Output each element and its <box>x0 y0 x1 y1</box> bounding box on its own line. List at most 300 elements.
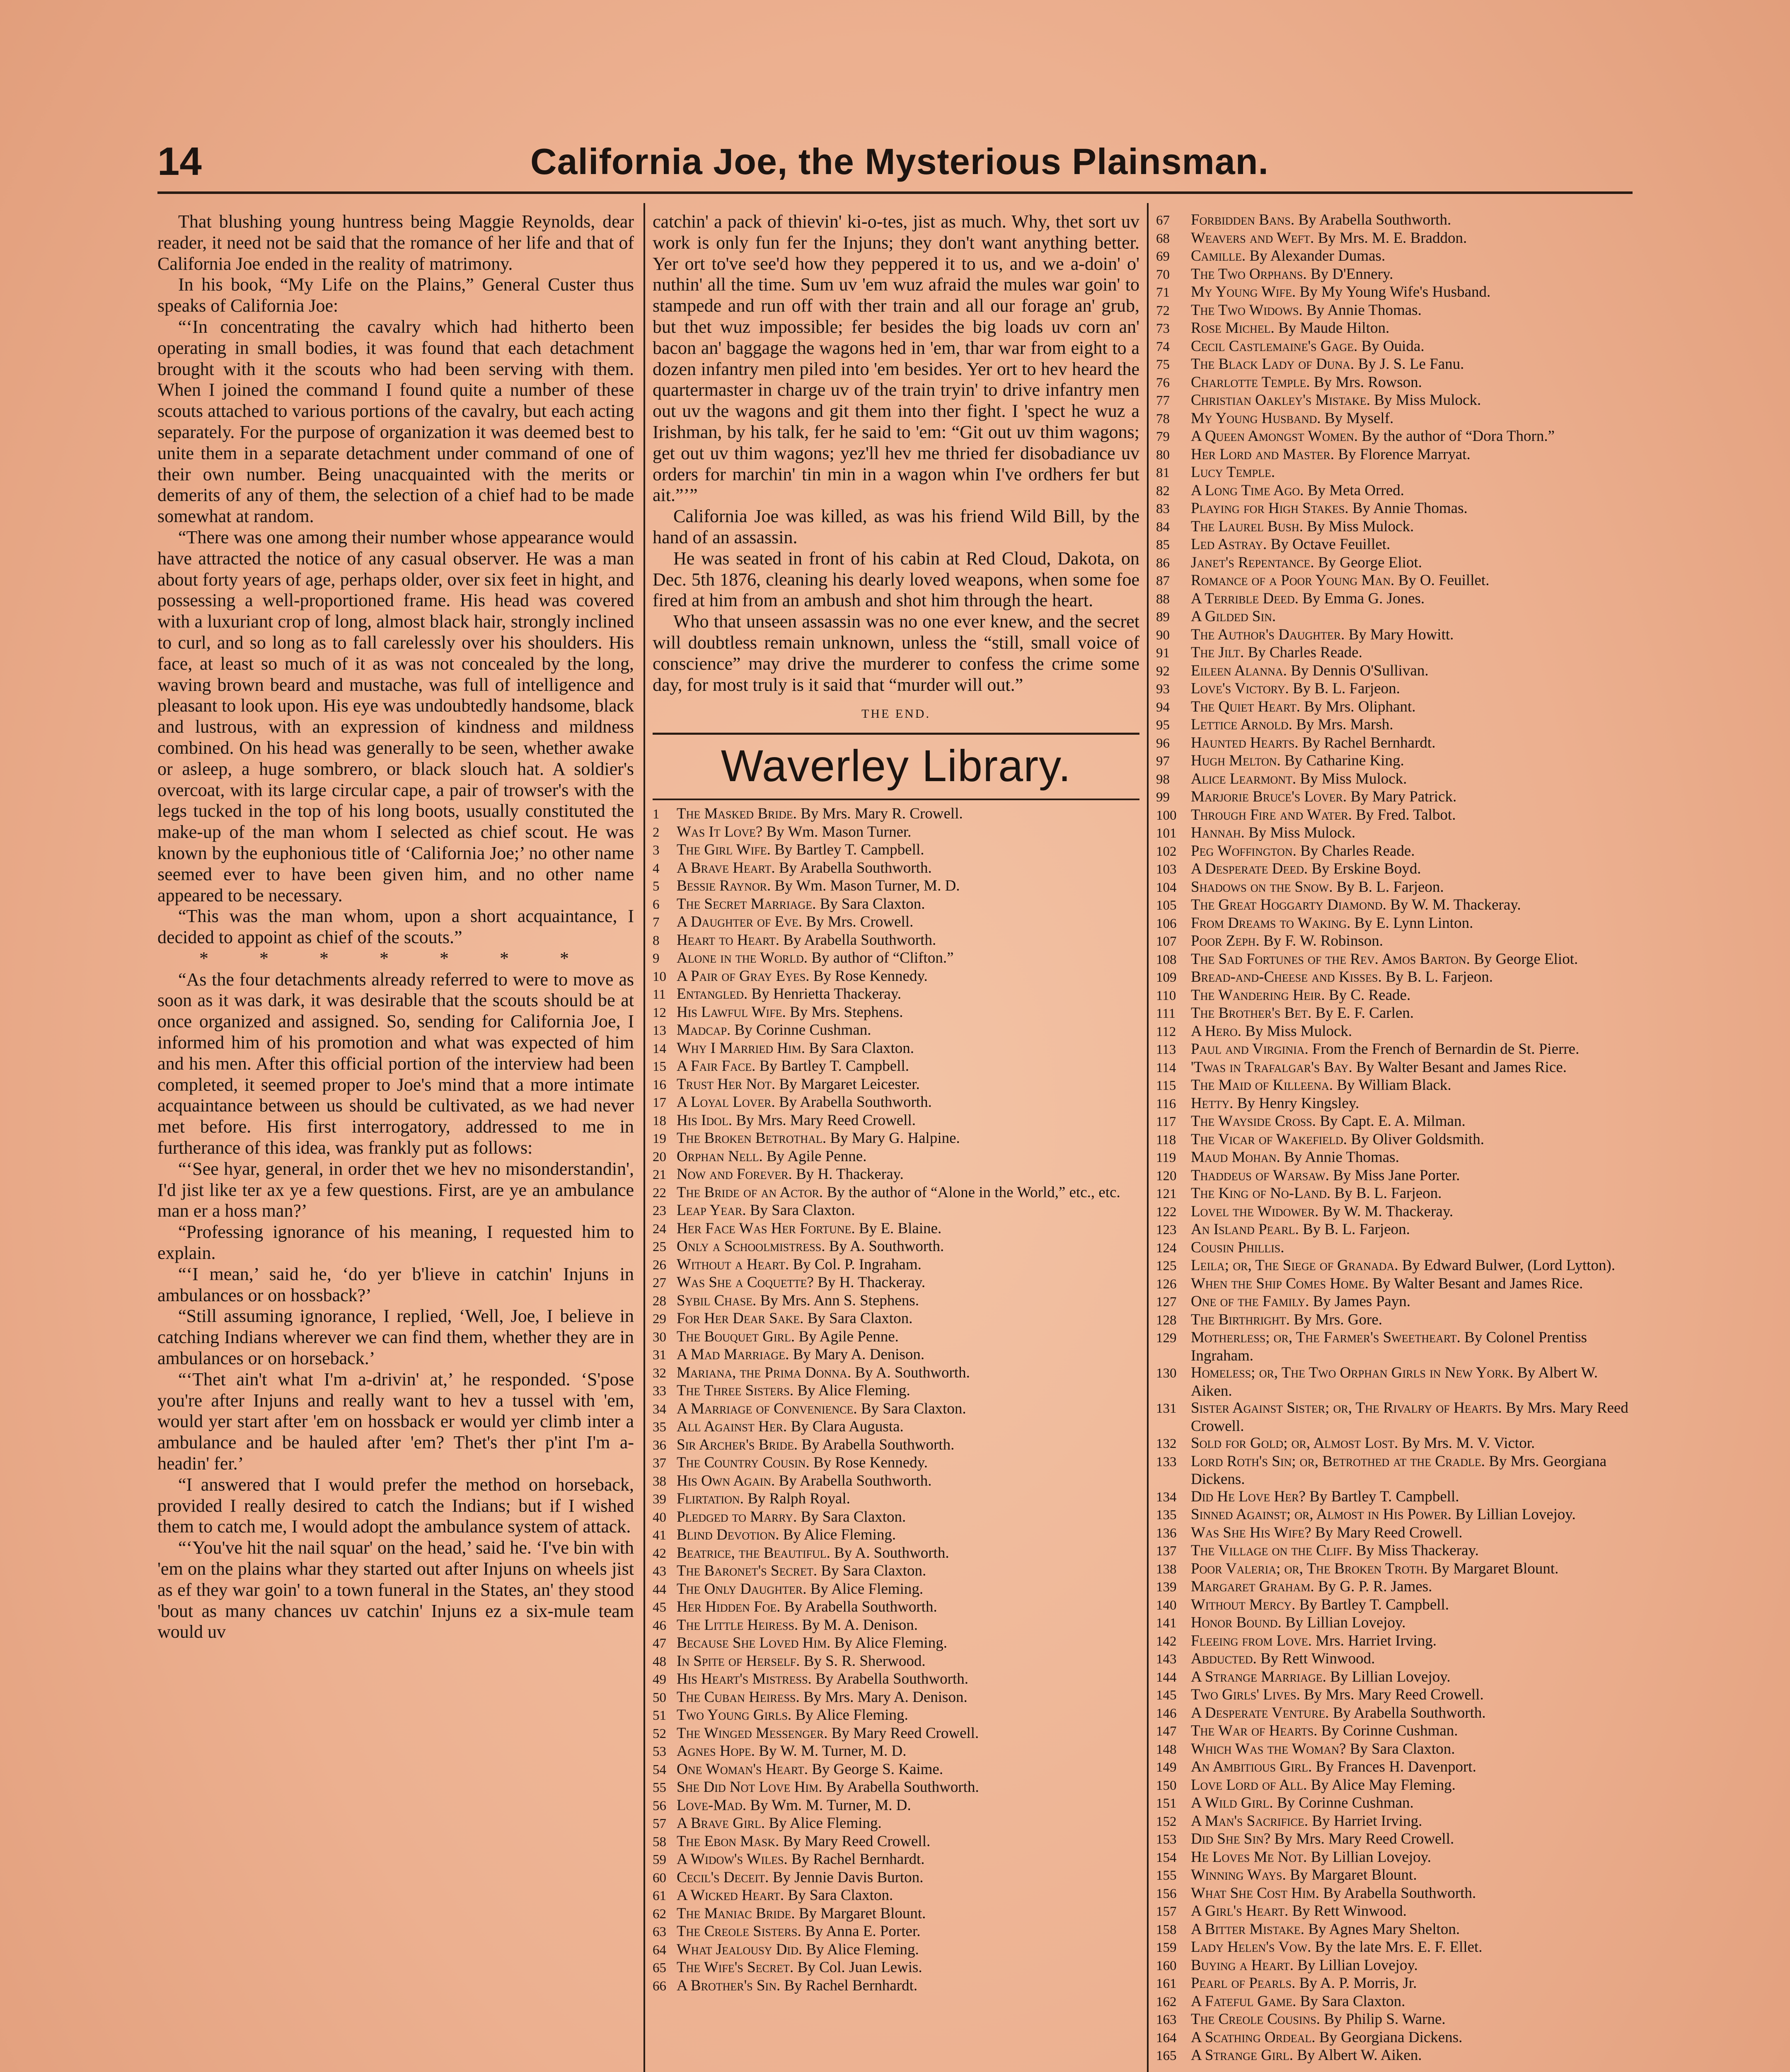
book-number: 46 <box>653 1618 666 1633</box>
book-title: The Creole Cousins. <box>1191 2011 1321 2028</box>
book-title: The Secret Marriage. <box>677 895 816 913</box>
book-title: The Great Hoggarty Diamond. <box>1191 896 1386 913</box>
book-entry <box>1156 500 1637 518</box>
book-entry <box>1156 1005 1637 1023</box>
book-number: 86 <box>1156 555 1170 571</box>
book-author: By B. L. Farjeon. <box>1292 680 1400 697</box>
book-number: 16 <box>653 1077 666 1092</box>
book-author: By Lillian Lovejoy. <box>1330 1668 1451 1685</box>
book-author: By Lillian Lovejoy. <box>1311 1848 1431 1866</box>
book-number: 76 <box>1156 375 1170 390</box>
book-author: By Wm. Mason Turner, M. D. <box>774 877 960 895</box>
book-title: Without Mercy. <box>1191 1596 1296 1613</box>
book-entry <box>653 1779 1139 1797</box>
book-author: By Mrs. Mary A. Denison. <box>803 1688 968 1706</box>
book-entry <box>653 1310 1139 1328</box>
book-entry <box>1156 1975 1637 1993</box>
book-number: 57 <box>653 1816 666 1832</box>
book-author: By Lillian Lovejoy. <box>1455 1506 1576 1523</box>
book-number: 74 <box>1156 339 1170 354</box>
book-title: A Desperate Deed. <box>1191 860 1308 877</box>
book-author: By Albert W. Aiken. <box>1297 2047 1422 2064</box>
book-title: The Vicar of Wakefield. <box>1191 1130 1347 1148</box>
book-number: 103 <box>1156 862 1177 877</box>
book-number: 140 <box>1156 1598 1177 1613</box>
book-number: 30 <box>653 1329 666 1345</box>
book-entry <box>653 1490 1139 1508</box>
book-number: 148 <box>1156 1742 1177 1757</box>
book-author: By Arabella Southworth. <box>779 1472 932 1489</box>
book-entry <box>1156 770 1637 789</box>
book-entry <box>1156 626 1637 644</box>
book-title: Because She Loved Him. <box>677 1634 831 1652</box>
book-title: Two Young Girls. <box>677 1706 792 1724</box>
the-end: THE END. <box>861 707 931 721</box>
book-author: By Miss Mulock. <box>1307 518 1414 535</box>
book-title: A Daughter of Eve. <box>677 913 803 931</box>
book-author: By Meta Orred. <box>1307 482 1404 499</box>
book-number: 41 <box>653 1528 666 1543</box>
book-entry <box>1156 1885 1637 1903</box>
book-title: Only a Schoolmistress. <box>677 1238 825 1255</box>
book-title: A Bitter Mistake. <box>1191 1920 1305 1938</box>
book-author: By author of “Clifton.” <box>811 949 954 967</box>
book-number: 42 <box>653 1546 666 1561</box>
book-author: By A. P. Morris, Jr. <box>1299 1975 1417 1992</box>
book-title: Did She Sin? <box>1191 1830 1271 1847</box>
book-number: 4 <box>653 861 660 876</box>
book-entry <box>653 1382 1139 1400</box>
book-title: An Ambitious Girl. <box>1191 1758 1312 1775</box>
book-author: By Miss Jane Porter. <box>1333 1167 1460 1184</box>
book-author: By Catharine King. <box>1284 752 1404 769</box>
book-title: Sinned Against; or, Almost in His Power. <box>1191 1506 1452 1523</box>
book-title: Poor Valeria; or, The Broken Troth. <box>1191 1560 1428 1577</box>
book-author: By Corinne Cushman. <box>1277 1794 1414 1811</box>
book-number: 85 <box>1156 537 1170 552</box>
book-number: 130 <box>1156 1366 1177 1381</box>
book-author: From the French of Bernardin de St. Pierre. <box>1312 1041 1580 1058</box>
book-author: By Alice Fleming. <box>810 1580 924 1598</box>
book-entry <box>1156 482 1637 500</box>
book-author: By Sara Claxton. <box>807 1310 913 1327</box>
book-entry <box>653 1292 1139 1310</box>
book-entry <box>653 1400 1139 1418</box>
book-title: The Wife's Secret. <box>677 1959 794 1976</box>
book-entry <box>653 1238 1139 1256</box>
book-number: 96 <box>1156 736 1170 751</box>
book-author: By Rett Winwood. <box>1292 1903 1407 1920</box>
book-entry <box>1156 211 1637 230</box>
book-number: 89 <box>1156 610 1170 625</box>
book-number: 50 <box>653 1690 666 1705</box>
book-entry <box>653 841 1139 859</box>
book-number: 144 <box>1156 1670 1177 1685</box>
book-entry <box>653 805 1139 823</box>
book-number: 87 <box>1156 574 1170 588</box>
book-entry <box>1156 1041 1637 1059</box>
book-number: 83 <box>1156 501 1170 516</box>
book-title: Was She a Coquette? <box>677 1274 814 1291</box>
book-author: By Sara Claxton. <box>821 1562 926 1580</box>
book-entry <box>1156 1866 1637 1885</box>
book-title: Thaddeus of Warsaw. <box>1191 1167 1329 1184</box>
book-author: By Colonel Prentiss Ingraham. <box>1191 1329 1587 1364</box>
book-entry <box>1156 1632 1637 1651</box>
book-title: The War of Hearts. <box>1191 1722 1318 1739</box>
book-number: 95 <box>1156 718 1170 733</box>
book-entry <box>653 1598 1139 1617</box>
book-author: By Bartley T. Campbell. <box>1309 1488 1459 1505</box>
book-number: 124 <box>1156 1240 1177 1256</box>
book-entry <box>1156 1650 1637 1668</box>
book-entry <box>1156 951 1637 969</box>
book-title: What She Cost Him. <box>1191 1884 1320 1902</box>
book-entry <box>1156 1830 1637 1849</box>
book-number: 111 <box>1156 1006 1176 1021</box>
new-issue-note <box>1156 2071 1637 2072</box>
book-author: By Annie Thomas. <box>1284 1149 1399 1166</box>
book-number: 118 <box>1156 1132 1176 1147</box>
book-author: By G. P. R. James. <box>1318 1578 1432 1595</box>
book-title: The Ebon Mask. <box>677 1832 779 1850</box>
book-author: By B. L. Farjeon. <box>1385 968 1493 985</box>
book-title: Without a Heart. <box>677 1256 789 1273</box>
book-author: By Mrs. Oliphant. <box>1304 698 1416 715</box>
story-column-left <box>157 211 634 1643</box>
book-title: Maud Mohan. <box>1191 1149 1280 1166</box>
book-number: 19 <box>653 1131 666 1147</box>
book-number: 40 <box>653 1510 666 1525</box>
book-title: The Winged Messenger. <box>677 1724 828 1742</box>
book-author: By Col. Juan Lewis. <box>797 1959 922 1976</box>
book-entry <box>1156 356 1637 374</box>
book-number: 137 <box>1156 1544 1177 1559</box>
book-author: By the late Mrs. E. F. Ellet. <box>1315 1939 1483 1956</box>
book-author: By H. Thackeray. <box>796 1166 904 1183</box>
book-title: My Young Wife. <box>1191 283 1296 300</box>
book-number: 145 <box>1156 1688 1177 1703</box>
book-number: 6 <box>653 897 660 912</box>
book-entry <box>653 913 1139 932</box>
header-rule <box>157 191 1633 194</box>
book-title: The Masked Bride. <box>677 805 797 823</box>
book-entry <box>653 859 1139 878</box>
book-number: 17 <box>653 1095 666 1111</box>
book-number: 128 <box>1156 1312 1177 1328</box>
book-number: 134 <box>1156 1489 1177 1505</box>
book-author: By Rose Kennedy. <box>813 967 928 985</box>
book-entry <box>653 1617 1139 1635</box>
book-number: 112 <box>1156 1024 1176 1039</box>
book-number: 143 <box>1156 1652 1177 1667</box>
book-author: By Miss Thackeray. <box>1356 1542 1479 1559</box>
book-author: By Mrs. Stephens. <box>790 1003 903 1021</box>
book-author: By Bartley T. Campbell. <box>774 841 924 859</box>
book-author: By George Eliot. <box>1474 950 1578 968</box>
book-author: By George S. Kaime. <box>812 1760 943 1778</box>
book-entry <box>1156 1560 1637 1578</box>
book-number: 105 <box>1156 898 1177 913</box>
book-author: By Margaret Blount. <box>1289 1866 1417 1883</box>
book-author: By Arabella Southworth. <box>815 1670 968 1688</box>
book-number: 117 <box>1156 1114 1176 1129</box>
book-title: Alone in the World. <box>677 949 808 967</box>
book-author: By Maude Hilton. <box>1278 320 1390 336</box>
book-number: 9 <box>653 951 660 966</box>
book-number: 84 <box>1156 519 1170 535</box>
book-author: By Edward Bulwer, (Lord Lytton). <box>1402 1257 1616 1274</box>
book-entry <box>1156 1578 1637 1596</box>
book-author: By Harriet Irving. <box>1312 1812 1422 1830</box>
book-number: 132 <box>1156 1436 1177 1451</box>
book-entry <box>653 1256 1139 1274</box>
book-author: By Mrs. Rowson. <box>1313 373 1422 391</box>
book-entry <box>653 1869 1139 1887</box>
book-number: 33 <box>653 1384 666 1399</box>
book-title: The Birthright. <box>1191 1311 1290 1328</box>
book-entry <box>653 1905 1139 1923</box>
book-entry <box>1156 1311 1637 1329</box>
book-entry <box>1156 464 1637 482</box>
story-paragraph: “‘In concentrating the cavalry which had hitherto been operating in small bodies, it was found that each detachment brought with it the scouts who had been serving with them. When I joined the command I found quite a number of these scouts attached to various portions of the cavalry, but each acting separately. For the purpose of organization it was deemed best to unite them in a separate detachment under command of one of their own number. Being unacquainted with the merits or demerits of any of them, the selection of a chief had to be made somewhat at random. <box>157 316 634 527</box>
book-number: 51 <box>653 1708 666 1723</box>
book-title: My Young Husband. <box>1191 409 1321 427</box>
book-author: By Agile Penne. <box>798 1328 899 1345</box>
book-entry <box>653 1076 1139 1094</box>
book-entry <box>653 1725 1139 1743</box>
book-entry <box>653 1670 1139 1689</box>
book-entry <box>1156 1704 1637 1723</box>
book-title: The Black Lady of Duna. <box>1191 356 1355 373</box>
book-title: Did He Love Her? <box>1191 1488 1306 1505</box>
book-number: 14 <box>653 1041 666 1056</box>
story-column-middle <box>653 211 1139 1995</box>
library-title: Waverley Library. <box>721 741 1072 791</box>
book-title: All Against Her. <box>677 1418 787 1435</box>
book-author: By Mrs. Mary Reed Crowell. <box>1304 1686 1484 1703</box>
book-number: 37 <box>653 1456 666 1471</box>
book-number: 159 <box>1156 1940 1177 1955</box>
book-author: By Wm. Mason Turner. <box>766 823 912 840</box>
book-number: 36 <box>653 1438 666 1453</box>
book-title: The Maid of Killeena. <box>1191 1077 1333 1094</box>
book-entry <box>1156 1686 1637 1704</box>
book-title: Through Fire and Water. <box>1191 806 1352 823</box>
book-title: A Loyal Lover. <box>677 1094 775 1111</box>
book-entry <box>653 1328 1139 1346</box>
book-entry <box>653 1797 1139 1815</box>
book-number: 106 <box>1156 916 1177 931</box>
book-title: Mariana, the Prima Donna. <box>677 1364 851 1381</box>
book-author: By Margaret Blount. <box>1431 1560 1559 1577</box>
book-title: Motherless; or, The Farmer's Sweetheart. <box>1191 1329 1461 1346</box>
book-title: A Pair of Gray Eyes. <box>677 967 810 985</box>
book-entry <box>653 1977 1139 1995</box>
book-entry <box>1156 247 1637 266</box>
book-title: An Island Pearl. <box>1191 1221 1299 1238</box>
book-number: 152 <box>1156 1814 1177 1829</box>
book-number: 66 <box>653 1978 666 1994</box>
book-title: For Her Dear Sake. <box>677 1310 804 1327</box>
book-title: Flirtation. <box>677 1490 744 1508</box>
book-entry <box>1156 806 1637 825</box>
book-entry <box>1156 1813 1637 1831</box>
book-number: 107 <box>1156 934 1177 949</box>
book-title: The Baronet's Secret. <box>677 1562 818 1580</box>
book-number: 65 <box>653 1961 666 1976</box>
book-number: 39 <box>653 1492 666 1507</box>
book-author: By Alexander Dumas. <box>1249 247 1386 264</box>
book-title: Winning Ways. <box>1191 1866 1286 1883</box>
book-entry <box>1156 1722 1637 1740</box>
book-number: 24 <box>653 1221 666 1237</box>
book-author: By Mrs. Crowell. <box>806 913 914 931</box>
book-entry <box>653 1202 1139 1220</box>
book-author: By Jennie Davis Burton. <box>772 1869 924 1886</box>
book-author: By M. A. Denison. <box>802 1616 918 1634</box>
book-title: Love-Mad. <box>677 1796 747 1814</box>
book-title: The Two Widows. <box>1191 301 1303 319</box>
book-author: By Ouida. <box>1361 337 1425 355</box>
book-number: 122 <box>1156 1204 1177 1220</box>
book-author: By Mrs. M. V. Victor. <box>1402 1435 1535 1452</box>
book-list-part2 <box>1156 211 1637 2065</box>
book-entry <box>1156 1453 1637 1488</box>
book-entry <box>1156 1149 1637 1167</box>
book-title: In Spite of Herself. <box>677 1652 800 1670</box>
book-number: 82 <box>1156 483 1170 499</box>
book-title: The Three Sisters. <box>677 1382 794 1399</box>
book-author: By A. Southworth. <box>855 1364 970 1381</box>
book-title: When the Ship Comes Home. <box>1191 1275 1369 1292</box>
book-author: By Anna E. Porter. <box>805 1923 921 1940</box>
book-title: The Author's Daughter. <box>1191 626 1345 643</box>
book-title: Paul and Virginia. <box>1191 1041 1309 1058</box>
book-number: 133 <box>1156 1454 1177 1469</box>
book-number: 136 <box>1156 1525 1177 1541</box>
book-entry <box>653 1274 1139 1292</box>
book-author: By Arabella Southworth. <box>826 1779 979 1796</box>
book-number: 160 <box>1156 1958 1177 1973</box>
book-author: By Frances H. Davenport. <box>1316 1758 1476 1775</box>
book-author: By Mary G. Halpine. <box>830 1130 960 1147</box>
book-author: By Alice May Fleming. <box>1311 1776 1456 1794</box>
book-title: Her Face Was Her Fortune. <box>677 1220 855 1237</box>
book-author: By Sara Claxton. <box>788 1887 893 1904</box>
book-entry <box>1156 410 1637 428</box>
book-title: Now and Forever. <box>677 1166 792 1183</box>
book-author: By A. Southworth. <box>834 1544 949 1561</box>
book-entry <box>653 1959 1139 1977</box>
book-title: Was It Love? <box>677 823 763 840</box>
book-number: 62 <box>653 1906 666 1922</box>
story-continuation <box>653 211 1139 695</box>
book-author: By E. Blaine. <box>859 1220 942 1237</box>
book-title: A Fateful Game. <box>1191 1992 1297 2010</box>
book-title: The Village on the Cliff. <box>1191 1542 1352 1559</box>
book-number: 141 <box>1156 1616 1177 1631</box>
book-number: 44 <box>653 1582 666 1597</box>
book-number: 155 <box>1156 1868 1177 1883</box>
story-paragraph: He was seated in front of his cabin at Red Cloud, Dakota, on Dec. 5th 1876, cleaning his dearly loved weapons, when some foe fired at him from an ambush and shot him through the heart. <box>653 548 1139 611</box>
book-number: 12 <box>653 1005 666 1020</box>
story-paragraph: “Still assuming ignorance, I replied, ‘Well, Joe, I believe in catching Indians wherever we can find them, whether they are in ambulances or on horseback.’ <box>157 1306 634 1369</box>
book-title: Pearl of Pearls. <box>1191 1975 1296 1992</box>
book-author: By Sara Claxton. <box>750 1202 855 1219</box>
book-title: Shadows on the Snow. <box>1191 878 1333 896</box>
book-author: By Alice Fleming. <box>795 1706 908 1724</box>
book-number: 98 <box>1156 772 1170 787</box>
book-title: Lovel the Widower. <box>1191 1203 1319 1220</box>
book-title: The Creole Sisters. <box>677 1923 801 1940</box>
book-entry <box>653 1472 1139 1491</box>
book-number: 69 <box>1156 249 1170 264</box>
book-number: 123 <box>1156 1222 1177 1237</box>
book-number: 18 <box>653 1113 666 1128</box>
book-title: His Heart's Mistress. <box>677 1670 812 1688</box>
title-rule <box>653 799 1139 800</box>
book-number: 115 <box>1156 1078 1176 1093</box>
book-author: By Rachel Bernhardt. <box>791 1851 925 1868</box>
book-entry <box>653 823 1139 842</box>
book-title: The Broken Betrothal. <box>677 1130 827 1147</box>
book-number: 139 <box>1156 1580 1177 1595</box>
book-entry <box>1156 1435 1637 1453</box>
book-number: 35 <box>653 1420 666 1435</box>
book-author: By E. Lynn Linton. <box>1354 914 1473 932</box>
book-author: By Arabella Southworth. <box>1323 1884 1476 1902</box>
book-author: By Rett Winwood. <box>1260 1650 1375 1667</box>
book-entry <box>1156 428 1637 446</box>
book-number: 94 <box>1156 700 1170 715</box>
book-author: By Mary Reed Crowell. <box>1315 1524 1463 1541</box>
book-list-part1 <box>653 805 1139 1995</box>
book-author: By Mrs. Georgiana Dickens. <box>1191 1452 1607 1488</box>
book-entry <box>653 1689 1139 1707</box>
book-title: The Wandering Heir. <box>1191 986 1325 1004</box>
book-title: The Bride of an Actor. <box>677 1184 823 1201</box>
book-number: 20 <box>653 1149 666 1164</box>
book-entry <box>1156 302 1637 320</box>
story-paragraph: “Professing ignorance of his meaning, I requested him to explain. <box>157 1222 634 1264</box>
book-number: 80 <box>1156 447 1170 462</box>
book-author: By Arabella Southworth. <box>801 1436 955 1453</box>
book-entry <box>653 1743 1139 1761</box>
book-title: Why I Married Him. <box>677 1039 805 1057</box>
book-entry <box>653 1581 1139 1599</box>
book-title: Janet's Repentance. <box>1191 554 1314 571</box>
page-number: 14 <box>157 139 202 184</box>
book-number: 11 <box>653 987 666 1002</box>
book-entry <box>1156 1023 1637 1041</box>
book-title: A Wicked Heart. <box>677 1887 784 1904</box>
book-author: By Fred. Talbot. <box>1356 806 1456 823</box>
book-author: By Arabella Southworth. <box>1333 1704 1486 1721</box>
book-author: By Corinne Cushman. <box>734 1021 871 1039</box>
book-author: By Mrs. Mary Reed Crowell. <box>1191 1399 1628 1435</box>
book-number: 126 <box>1156 1276 1177 1292</box>
book-author: By Rachel Bernhardt. <box>1302 734 1436 751</box>
book-entry <box>1156 1364 1637 1399</box>
book-entry <box>1156 1849 1637 1867</box>
book-entry <box>653 1761 1139 1779</box>
book-entry <box>1156 2047 1637 2065</box>
book-entry <box>1156 932 1637 951</box>
book-title: Eileen Alanna. <box>1191 662 1287 679</box>
book-title: The Quiet Heart. <box>1191 698 1300 715</box>
book-author: By Mary Reed Crowell. <box>783 1832 931 1850</box>
